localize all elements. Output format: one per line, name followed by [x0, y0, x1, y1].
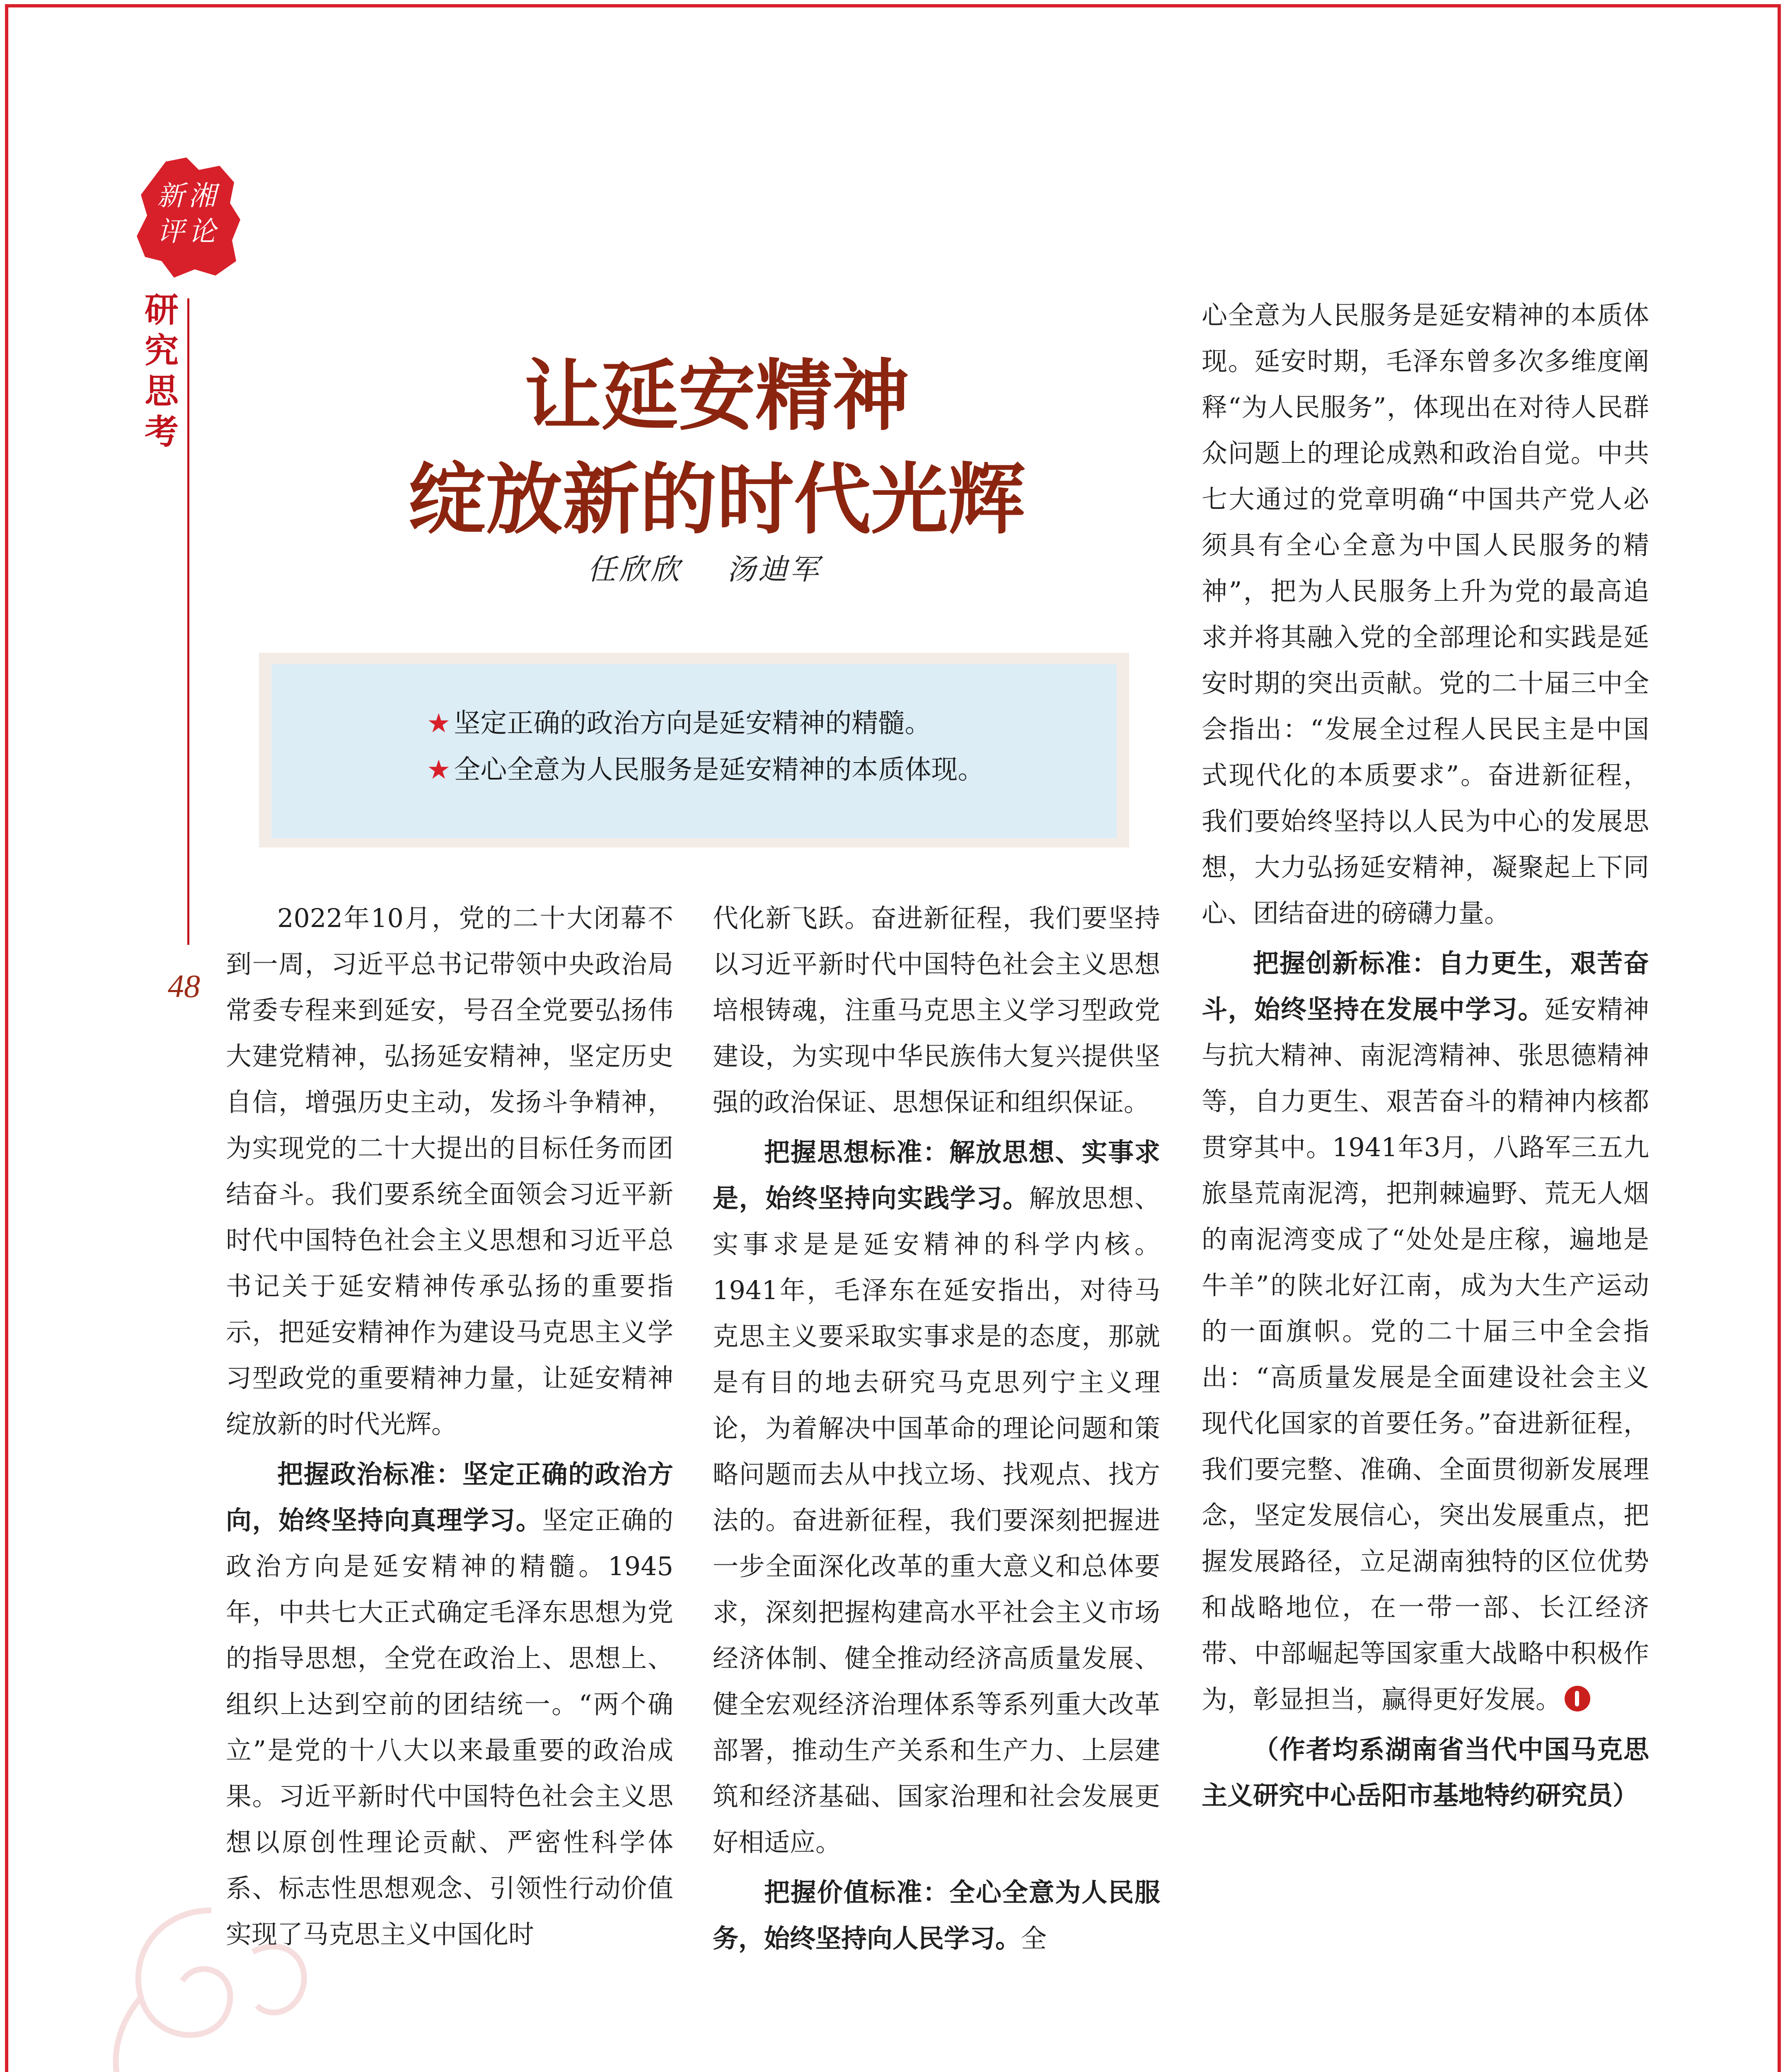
paragraph: 把握创新标准：自力更生，艰苦奋斗，始终坚持在发展中学习。延安精神与抗大精神、南泥湾精神、张思德精神等，自力更生、艰苦奋斗的精神内核都贯穿其中。1941年3月，八路军三五九旅垦荒南泥湾，把荆棘遍野、荒无人烟的南泥湾变成了“处处是庄稼，遍地是牛羊”的陕北好江南，成为大生产运动的一面旗帜。党的二十届三中全会指出：“高质量发展是全面建设社会主义现代化国家的首要任务。”奋进新征程，我们要完整、准确、全面贯彻新发展理念，坚定发展信心，突出发展重点，把握发展路径，立足湖南独特的区位优势和战略地位，在一带一部、长江经济带、中部崛起等国家重大战略中积极作为，彰显担当，赢得更好发展。	[1202, 948, 1649, 1714]
subheading: 把握创新标准：自力更生，艰苦奋斗，始终坚持在发展中学习。	[1202, 948, 1649, 1024]
section-label	[141, 290, 182, 453]
author-note: （作者均系湖南省当代中国马克思主义研究中心岳阳市基地特约研究员）	[1202, 1734, 1649, 1811]
cloud-pattern-decoration	[79, 1886, 327, 2072]
paragraph: 把握思想标准：解放思想、实事求是，始终坚持向实践学习。解放思想、实事求是是延安精神的科学内核。1941年，毛泽东在延安指出，对待马克思主义要采取实事求是的态度，那就是有目的地去研究马克思列宁主义理论，为着解决中国革命的理论问题和策略问题而去从中找立场、找观点、找方法的。奋进新征程，我们要深刻把握进一步全面深化改革的重大意义和总体要求，深刻把握构建高水平社会主义市场经济体制、健全推动经济高质量发展、健全宏观经济治理体系等系列重大改革部署，推动生产关系和生产力、上层建筑和经济基础、国家治理和社会发展更好相适应。	[713, 1137, 1160, 1857]
section-char: 考	[144, 412, 179, 452]
highlight-item: ★ 全心全意为人民服务是延安精神的本质体现。	[427, 755, 984, 785]
paragraph: 把握价值标准：全心全意为人民服务，始终坚持向人民学习。全	[713, 1877, 1160, 1953]
magazine-logo-text: 新湘评论	[157, 180, 220, 247]
section-char: 思	[144, 372, 179, 411]
author: 任欣欣	[587, 552, 682, 586]
paragraph: 心全意为人民服务是延安精神的本质体现。延安时期，毛泽东曾多次多维度阐释“为人民服务”，体现出在对待人民群众问题上的理论成熟和政治自觉。中共七大通过的党章明确“中国共产党人必须具有全心全意为中国人民服务的精神”，把为人民服务上升为党的最高追求并将其融入党的全部理论和实践是延安时期的突出贡献。党的二十届三中全会指出：“发展全过程人民民主是中国式现代化的本质要求”。奋进新征程，我们要始终坚持以人民为中心的发展思想，大力弘扬延安精神，凝聚起上下同心、团结奋进的磅礴力量。	[1202, 300, 1649, 928]
authors	[539, 546, 870, 588]
star-icon: ★	[427, 755, 451, 785]
article-title	[315, 344, 1119, 551]
page-number: 48	[168, 968, 200, 1004]
paragraph: 代化新飞跃。奋进新征程，我们要坚持以习近平新时代中国特色社会主义思想培根铸魂，注重马克思主义学习型政党建设，为实现中华民族伟大复兴提供坚强的政治保证、思想保证和组织保证。	[713, 903, 1160, 1117]
column-3	[1202, 292, 1649, 1818]
section-char: 研	[144, 290, 179, 330]
star-icon: ★	[427, 708, 451, 739]
subheading: 把握政治标准：坚定正确的政治方向，始终坚持向真理学习。	[226, 1459, 673, 1535]
title-line: 绽放新的时代光辉	[408, 454, 1025, 545]
subheading: 把握价值标准：全心全意为人民服务，始终坚持向人民学习。	[713, 1877, 1160, 1953]
title-line: 让延安精神	[524, 350, 910, 441]
highlight-list	[427, 700, 1098, 793]
paragraph: 2022年10月，党的二十大闭幕不到一周，习近平总书记带领中央政治局常委专程来到延安，号召全党要弘扬伟大建党精神，弘扬延安精神，坚定历史自信，增强历史主动，发扬斗争精神，为实现党的二十大提出的目标任务而团结奋斗。我们要系统全面领会习近平新时代中国特色社会主义思想和习近平总书记关于延安精神传承弘扬的重要指示，把延安精神作为建设马克思主义学习型政党的重要精神力量，让延安精神绽放新的时代光辉。	[226, 903, 673, 1439]
end-mark-icon	[1565, 1686, 1590, 1711]
section-char: 究	[144, 331, 179, 370]
column-1	[226, 895, 673, 1957]
author: 汤迪军	[727, 552, 822, 586]
section-rule	[187, 298, 189, 945]
column-2	[713, 895, 1160, 1961]
paragraph: 把握政治标准：坚定正确的政治方向，始终坚持向真理学习。坚定正确的政治方向是延安精神的精髓。1945年，中共七大正式确定毛泽东思想为党的指导思想，全党在政治上、思想上、组织上达到空前的团结统一。“两个确立”是党的十八大以来最重要的政治成果。习近平新时代中国特色社会主义思想以原创性理论贡献、严密性科学体系、标志性思想观念、引领性行动价值实现了马克思主义中国化时	[226, 1459, 673, 1949]
subheading: 把握思想标准：解放思想、实事求是，始终坚持向实践学习。	[713, 1137, 1160, 1213]
highlight-item: ★ 坚定正确的政治方向是延安精神的精髓。	[427, 708, 931, 739]
